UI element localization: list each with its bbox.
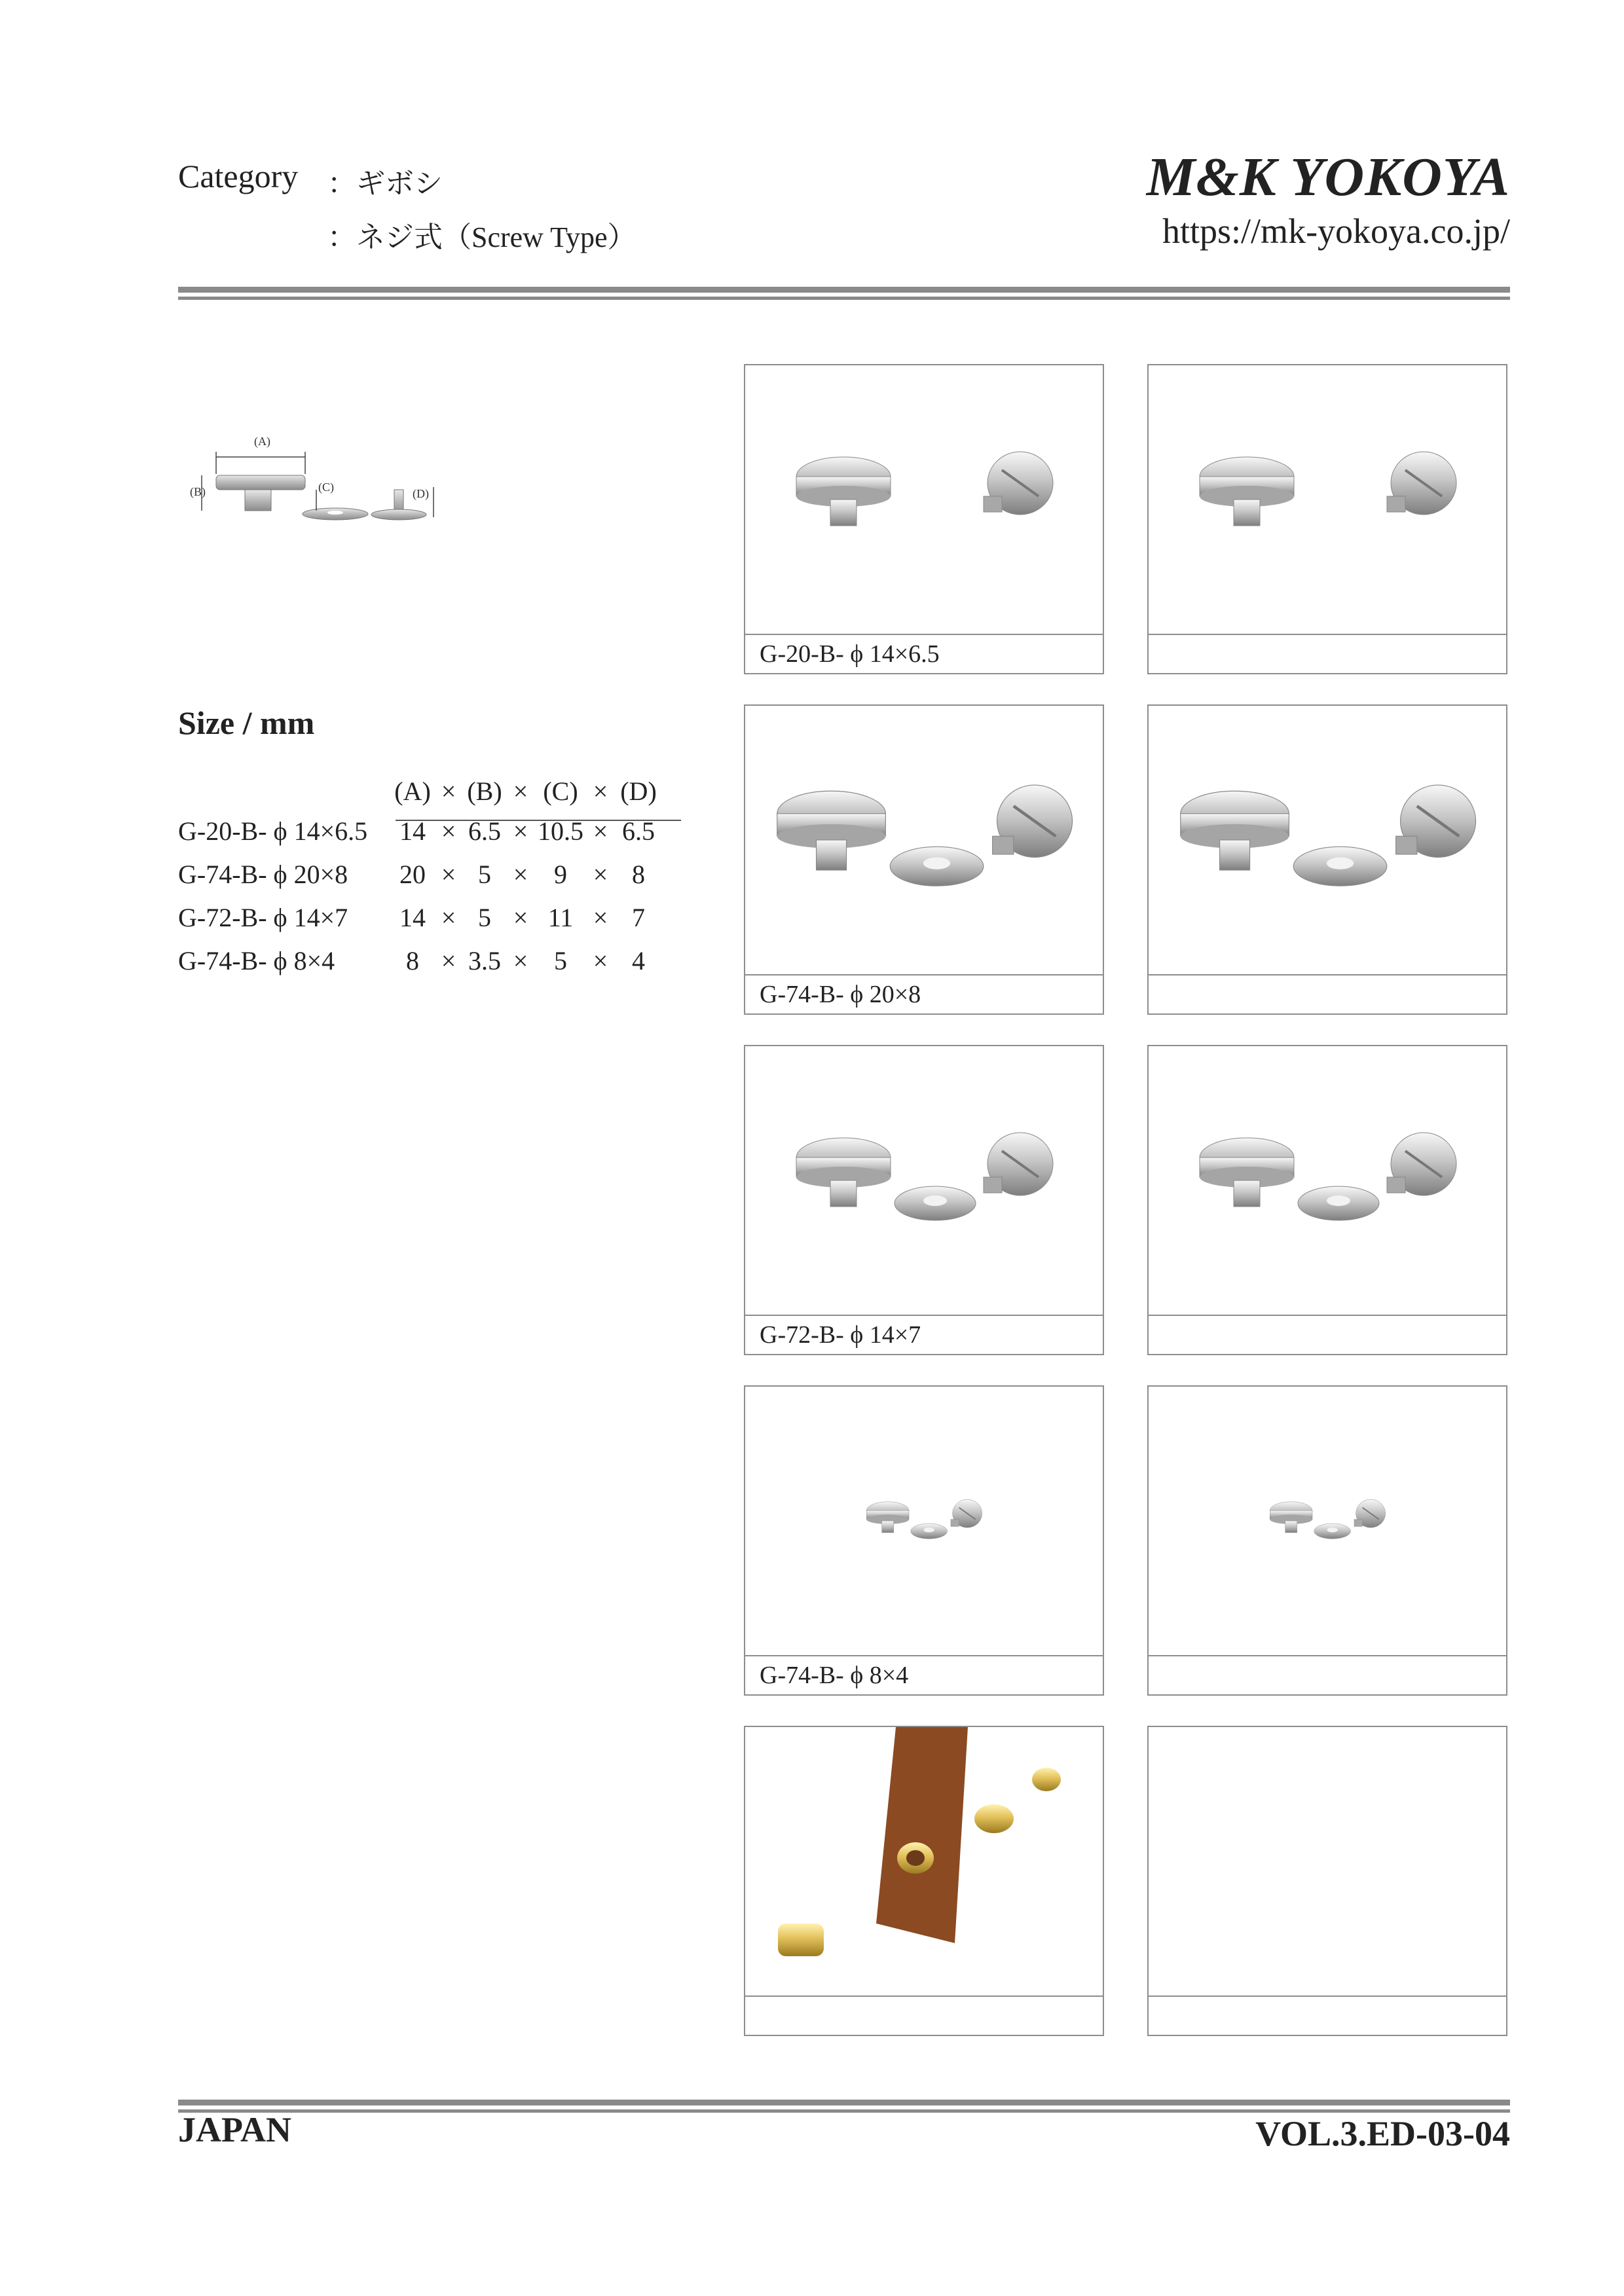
size-header-d: (D) xyxy=(620,776,657,806)
product-photo xyxy=(1149,365,1506,634)
size-b: 6.5 xyxy=(468,816,501,846)
product-photo-caption xyxy=(1149,634,1506,673)
website-link[interactable]: https://mk-yokoya.co.jp/ xyxy=(1162,211,1510,251)
times-sign: × xyxy=(593,816,608,846)
size-d: 7 xyxy=(632,902,645,932)
product-photo xyxy=(1149,1046,1506,1315)
product-photo xyxy=(1149,706,1506,974)
product-photo-caption xyxy=(1149,1995,1506,2035)
size-code: G-74-B- ϕ 8×4 xyxy=(178,945,335,975)
product-photo-cell xyxy=(744,364,1104,674)
size-d: 4 xyxy=(632,945,645,975)
size-b: 5 xyxy=(478,902,491,932)
times-sign: × xyxy=(441,902,456,932)
dim-label-b: (B) xyxy=(190,485,206,498)
size-b: 5 xyxy=(478,859,491,889)
size-header-c: (C) xyxy=(543,776,578,806)
brand-name: M&K YOKOYA xyxy=(1146,147,1510,208)
product-photo-caption xyxy=(1149,974,1506,1013)
category-value-gibosi: ：ギボシ xyxy=(327,168,443,200)
size-header-a: (A) xyxy=(394,776,431,806)
times-sign: × xyxy=(513,902,528,932)
footer-country: JAPAN xyxy=(178,2110,291,2149)
size-row xyxy=(178,939,661,982)
product-photo-cell xyxy=(744,1045,1104,1355)
product-photo-cell xyxy=(1147,704,1507,1015)
size-c: 11 xyxy=(547,902,574,932)
category-label: Category xyxy=(178,158,299,194)
header-rule-thin xyxy=(178,297,1510,300)
footer-rule-thin xyxy=(178,2109,1510,2113)
cap-part-shape xyxy=(216,475,305,511)
size-title: Size / mm xyxy=(178,704,315,741)
footer-rule-thick xyxy=(178,2100,1510,2105)
washer-part-shape xyxy=(303,508,368,520)
times-sign: × xyxy=(593,902,608,932)
size-a: 14 xyxy=(399,816,426,846)
product-photo-caption xyxy=(745,1995,1103,2035)
product-photo-caption xyxy=(1149,1655,1506,1694)
footer-volume-code: VOL.3.ED-03-04 xyxy=(1255,2114,1510,2153)
product-photo xyxy=(745,1727,1103,1995)
size-row xyxy=(178,852,661,896)
dim-label-a: (A) xyxy=(254,435,270,448)
size-header-times: × xyxy=(441,776,456,806)
size-b: 3.5 xyxy=(468,945,501,975)
size-a: 14 xyxy=(399,902,426,932)
product-photo xyxy=(745,1046,1103,1315)
size-d: 6.5 xyxy=(622,816,655,846)
product-photo-cell xyxy=(1147,1045,1507,1355)
product-photo-caption: G-72-B- ϕ 14×7 xyxy=(745,1315,1103,1354)
times-sign: × xyxy=(513,816,528,846)
size-header-times: × xyxy=(513,776,528,806)
times-sign: × xyxy=(513,945,528,975)
size-code: G-72-B- ϕ 14×7 xyxy=(178,902,348,932)
size-d: 8 xyxy=(632,859,645,889)
size-row xyxy=(178,809,661,852)
product-photo-cell xyxy=(744,704,1104,1015)
size-header-row xyxy=(178,773,661,809)
product-photo xyxy=(1149,1727,1506,1995)
size-header-b: (B) xyxy=(467,776,502,806)
times-sign: × xyxy=(441,816,456,846)
header-rule-thick xyxy=(178,287,1510,293)
product-photo-caption: G-20-B- ϕ 14×6.5 xyxy=(745,634,1103,673)
dimension-diagram xyxy=(190,419,485,550)
dim-label-c: (C) xyxy=(318,481,334,494)
product-photo xyxy=(745,365,1103,634)
product-photo-cell xyxy=(1147,1385,1507,1696)
product-photo-cell xyxy=(744,1726,1104,2036)
times-sign: × xyxy=(593,945,608,975)
times-sign: × xyxy=(441,945,456,975)
product-photo xyxy=(745,706,1103,974)
product-photo-cell xyxy=(744,1385,1104,1696)
product-photo-caption xyxy=(1149,1315,1506,1354)
size-code: G-74-B- ϕ 20×8 xyxy=(178,859,348,889)
size-row xyxy=(178,896,661,939)
size-a: 8 xyxy=(406,945,419,975)
size-c: 9 xyxy=(554,859,567,889)
size-table xyxy=(178,773,661,982)
dim-label-d: (D) xyxy=(413,487,429,500)
times-sign: × xyxy=(593,859,608,889)
size-c: 10.5 xyxy=(538,816,583,846)
product-photo-caption: G-74-B- ϕ 20×8 xyxy=(745,974,1103,1013)
size-header-times: × xyxy=(593,776,608,806)
times-sign: × xyxy=(441,859,456,889)
size-c: 5 xyxy=(554,945,567,975)
product-photo xyxy=(1149,1387,1506,1655)
product-photo-cell xyxy=(1147,1726,1507,2036)
times-sign: × xyxy=(513,859,528,889)
size-code: G-20-B- ϕ 14×6.5 xyxy=(178,816,368,846)
product-photo-caption: G-74-B- ϕ 8×4 xyxy=(745,1655,1103,1694)
size-a: 20 xyxy=(399,859,426,889)
product-photo-cell xyxy=(1147,364,1507,674)
product-photo xyxy=(745,1387,1103,1655)
category-value-screw-type: ：ネジ式（Screw Type） xyxy=(327,221,637,253)
